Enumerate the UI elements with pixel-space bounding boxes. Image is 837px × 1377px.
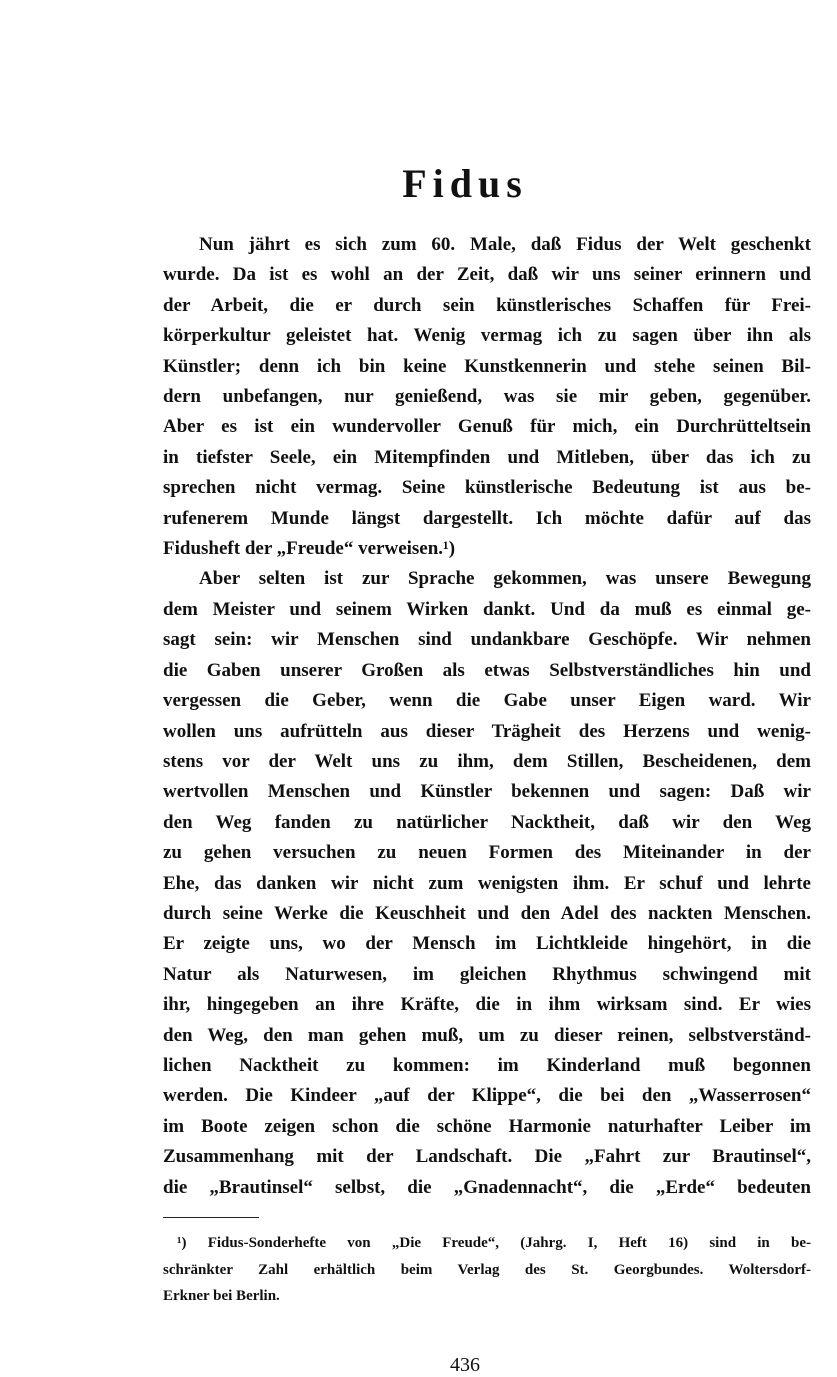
text-line: ihr, hingegeben an ihre Kräfte, die in ihm wirksam sind. Er wies xyxy=(163,994,811,1016)
body-text xyxy=(163,230,811,1203)
text-line: durch seine Werke die Keuschheit und den Adel des nackten Menschen. xyxy=(163,902,811,924)
text-line: dern unbefangen, nur genießend, was sie mir geben, gegenüber. xyxy=(163,386,811,408)
text-line: sagt sein: wir Menschen sind undankbare Geschöpfe. Wir nehmen xyxy=(163,629,811,651)
text-line: körperkultur geleistet hat. Wenig vermag ich zu sagen über ihn als xyxy=(163,325,811,347)
footnote-divider xyxy=(163,1217,259,1218)
text-line: Ehe, das danken wir nicht zum wenigsten ihm. Er schuf und lehrte xyxy=(163,872,811,894)
text-line: Zusammenhang mit der Landschaft. Die „Fahrt zur Brautinsel“, xyxy=(163,1146,811,1168)
text-line: wollen uns aufrütteln aus dieser Trägheit des Herzens und wenig- xyxy=(163,720,811,742)
page-number: 436 xyxy=(450,1353,480,1376)
footnote-line: ¹) Fidus-Sonderhefte von „Die Freude“, (Jahrg. I, Heft 16) sind in be- xyxy=(177,1235,811,1251)
paragraph-2 xyxy=(163,564,811,1203)
text-line: vergessen die Geber, wenn die Gabe unser Eigen ward. Wir xyxy=(163,690,811,712)
text-line: dem Meister und seinem Wirken dankt. Und da muß es einmal ge- xyxy=(163,598,811,620)
text-line: den Weg fanden zu natürlicher Nacktheit, daß wir den Weg xyxy=(163,811,811,833)
text-line: wurde. Da ist es wohl an der Zeit, daß wir uns seiner erinnern und xyxy=(163,264,811,286)
text-line: rufenerem Munde längst dargestellt. Ich möchte dafür auf das xyxy=(163,507,811,529)
footnote-line: schränkter Zahl erhältlich beim Verlag des St. Georgbundes. Woltersdorf- xyxy=(163,1261,811,1278)
page-content xyxy=(163,230,811,1377)
text-line: stens vor der Welt uns zu ihm, dem Stillen, Bescheidenen, dem xyxy=(163,750,811,772)
text-line: im Boote zeigen schon die schöne Harmonie naturhafter Leiber im xyxy=(163,1115,811,1137)
text-line: wertvollen Menschen und Künstler bekennen und sagen: Daß wir xyxy=(163,781,811,803)
text-line: die „Brautinsel“ selbst, die „Gnadennacht“, die „Erde“ bedeuten xyxy=(163,1176,811,1198)
paragraph-1 xyxy=(163,230,811,564)
text-line: den Weg, den man gehen muß, um zu dieser reinen, selbstverständ- xyxy=(163,1024,811,1046)
page-title: Fidus xyxy=(402,161,528,206)
text-line: Aber es ist ein wundervoller Genuß für mich, ein Durchrütteltsein xyxy=(163,416,811,438)
text-line: Nun jährt es sich zum 60. Male, daß Fidus der Welt geschenkt xyxy=(199,234,811,255)
footnote xyxy=(163,1230,811,1310)
text-line: Fidusheft der „Freude“ verweisen.¹) xyxy=(163,538,456,560)
text-line: Aber selten ist zur Sprache gekommen, was unsere Bewegung xyxy=(199,568,811,590)
footnote-line: Erkner bei Berlin. xyxy=(163,1288,280,1304)
text-line: in tiefster Seele, ein Mitempfinden und Mitleben, über das ich zu xyxy=(163,446,811,468)
text-line: lichen Nacktheit zu kommen: im Kinderland muß begonnen xyxy=(163,1054,811,1076)
text-line: Natur als Naturwesen, im gleichen Rhythmus schwingend mit xyxy=(163,963,811,985)
text-line: Künstler; denn ich bin keine Kunstkennerin und stehe seinen Bil- xyxy=(163,355,811,377)
text-line: die Gaben unserer Großen als etwas Selbstverständliches hin und xyxy=(163,659,811,681)
text-line: Er zeigte uns, wo der Mensch im Lichtkleide hingehört, in die xyxy=(163,933,811,955)
text-line: der Arbeit, die er durch sein künstlerisches Schaffen für Frei- xyxy=(163,294,811,316)
text-line: sprechen nicht vermag. Seine künstlerische Bedeutung ist aus be- xyxy=(163,477,811,499)
text-line: zu gehen versuchen zu neuen Formen des Miteinander in der xyxy=(163,842,811,864)
text-line: werden. Die Kindeer „auf der Klippe“, die bei den „Wasserrosen“ xyxy=(163,1085,811,1107)
